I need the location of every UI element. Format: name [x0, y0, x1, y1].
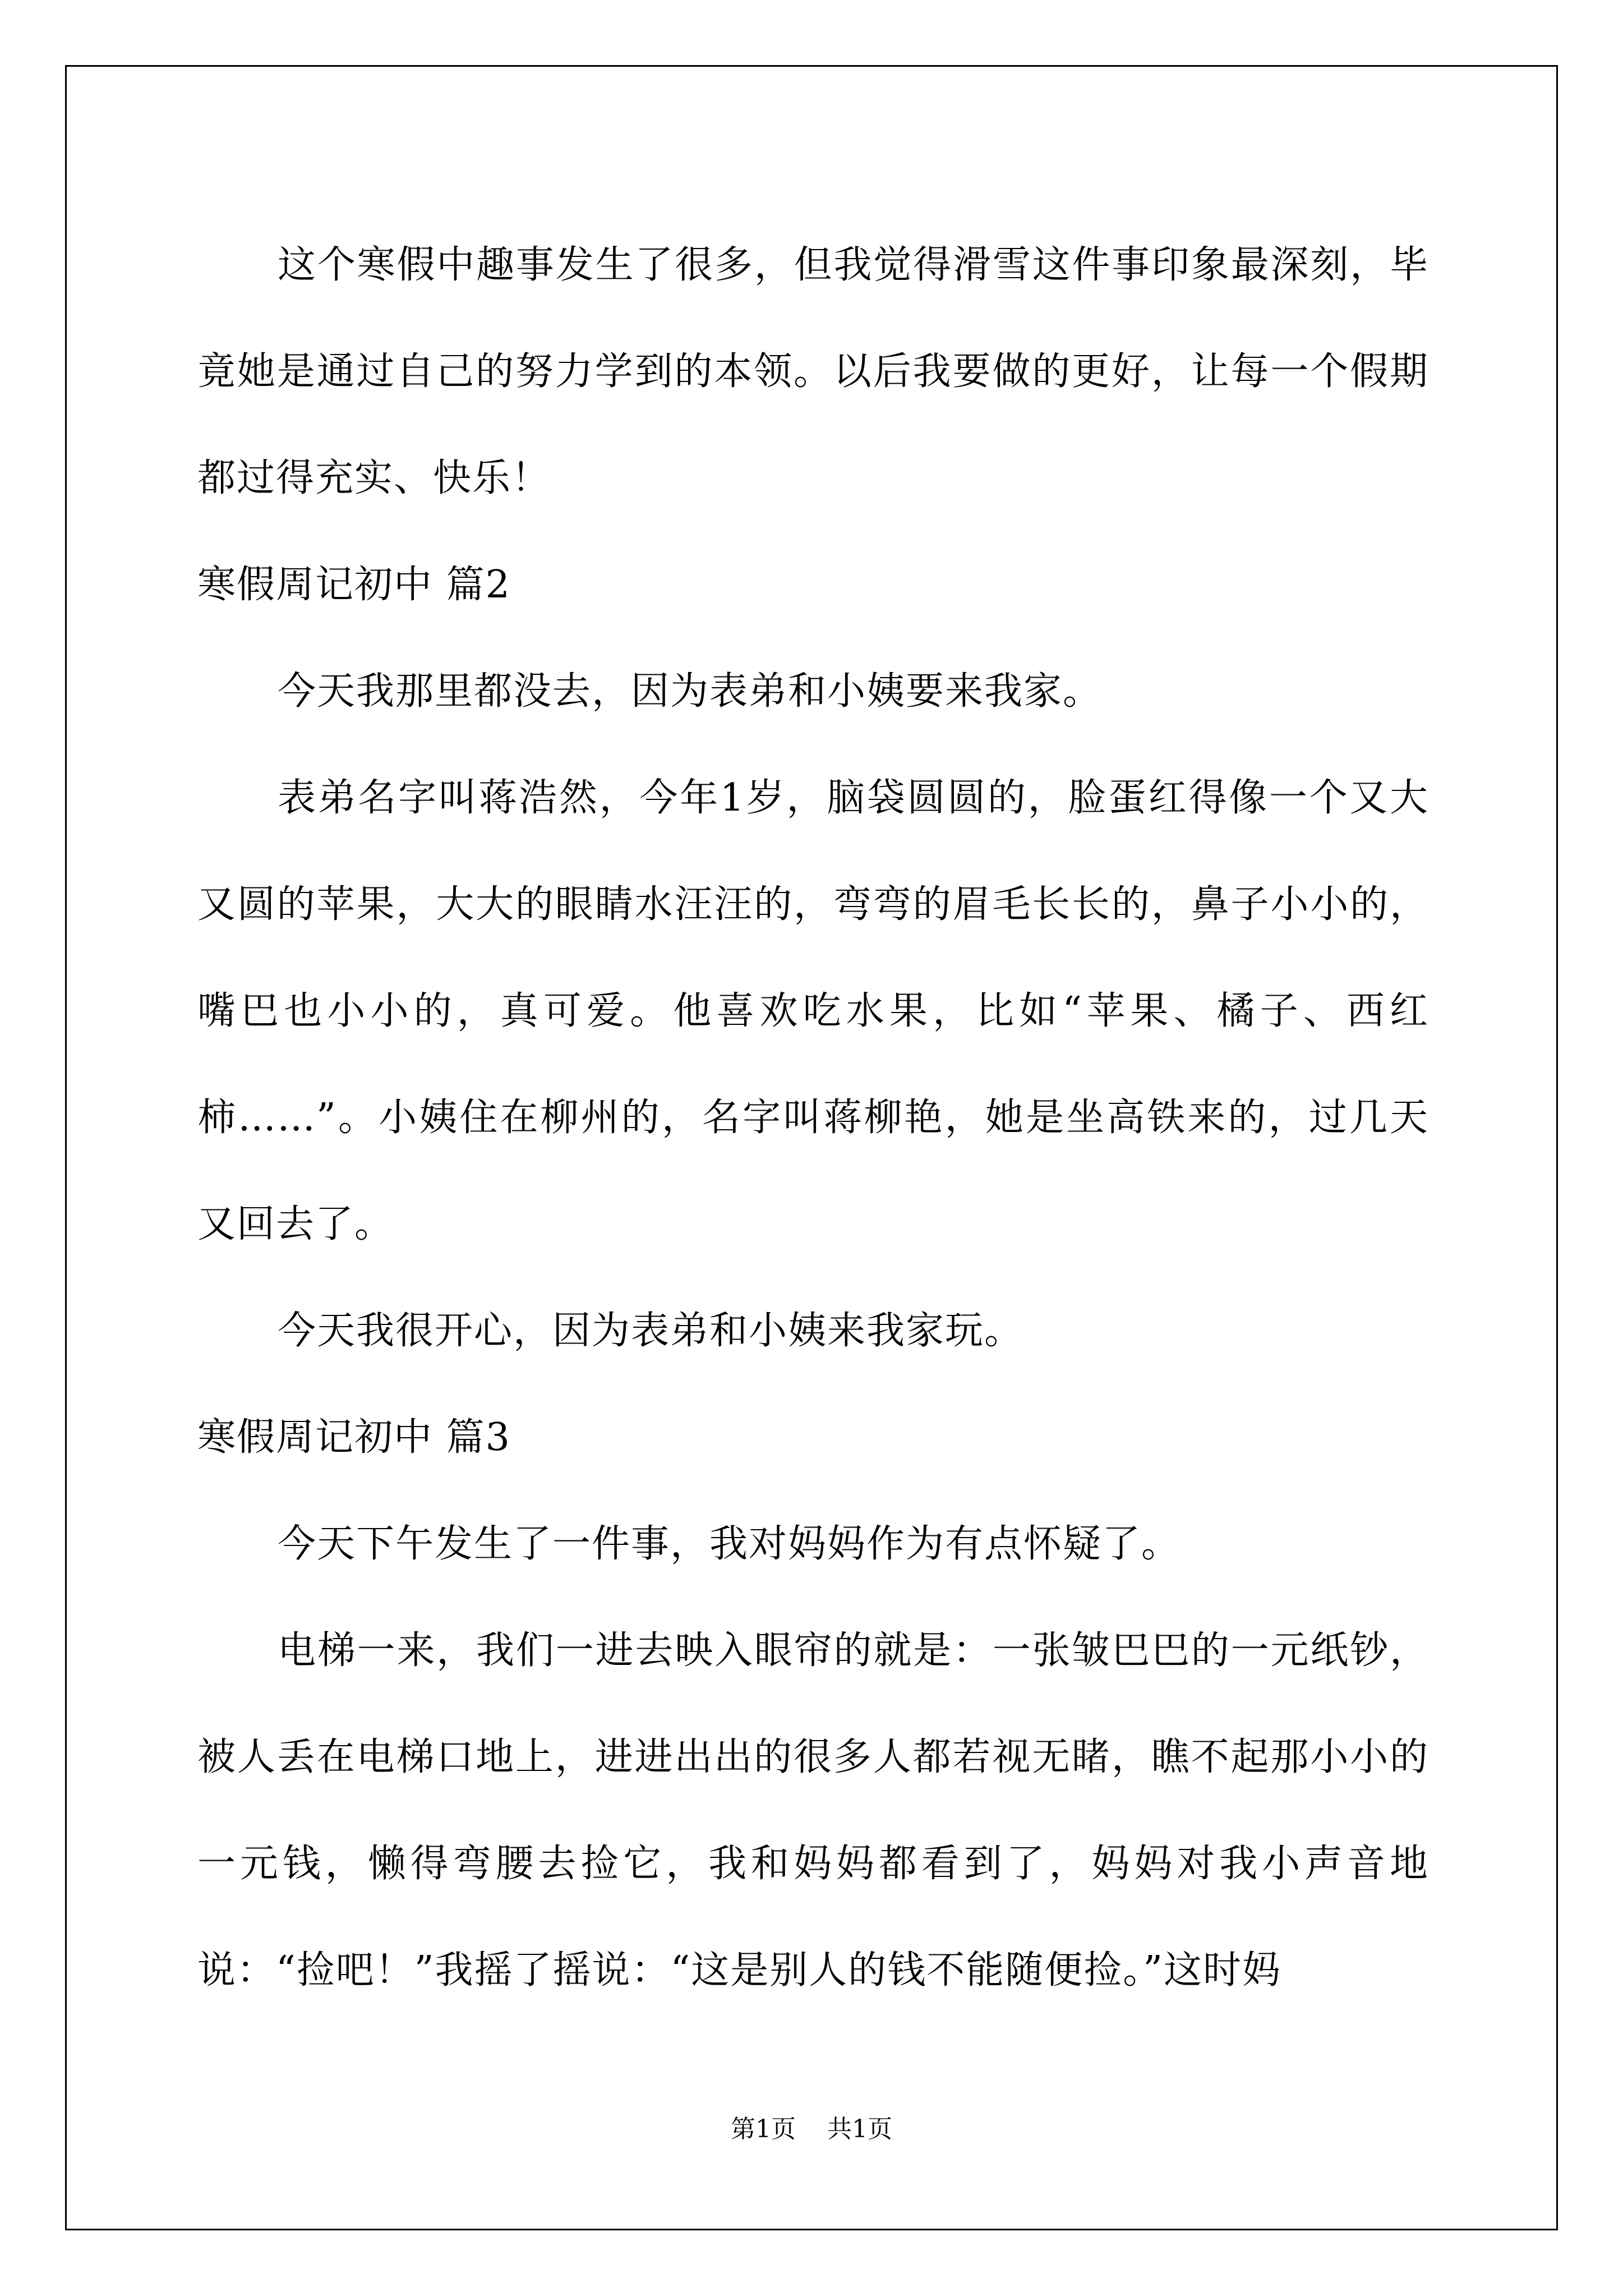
paragraph: 今天我很开心，因为表弟和小姨来我家玩。	[278, 1309, 1024, 1353]
page-number: 第1页	[731, 2115, 796, 2143]
paragraph: 电梯一来，我们一进去映入眼帘的就是：一张皱巴巴的一元纸钞，被人丢在电梯口地上，进进出出的很多人都若视无睹，瞧不起那小小的一元钱，懒得弯腰去捡它，我和妈妈都看到了，妈妈对我小声音地说：“捡吧！”我摇了摇说：“这是别人的钱不能随便捡。”这时妈	[197, 1628, 1429, 1993]
paragraph-ending: 这个寒假中趣事发生了很多，但我觉得滑雪这件事印象最深刻，毕竟她是通过自己的努力学到的本领。以后我要做的更好，让每一个假期都过得充实、快乐！	[197, 243, 1429, 500]
paragraph: 今天下午发生了一件事，我对妈妈作为有点怀疑了。	[278, 1522, 1181, 1566]
page-footer	[0, 2113, 1623, 2146]
paragraph: 今天我那里都没去，因为表弟和小姨要来我家。	[278, 669, 1103, 714]
document-body	[197, 212, 1429, 2024]
section-heading-3: 寒假周记初中 篇3	[197, 1415, 511, 1460]
paragraph: 表弟名字叫蒋浩然，今年1岁，脑袋圆圆的，脸蛋红得像一个又大又圆的苹果，大大的眼睛水汪汪的，弯弯的眉毛长长的，鼻子小小的，嘴巴也小小的，真可爱。他喜欢吃水果，比如“苹果、橘子、西红柿……”。小姨住在柳州的，名字叫蒋柳艳，她是坐高铁来的，过几天又回去了。	[197, 776, 1429, 1246]
section-heading-2: 寒假周记初中 篇2	[197, 563, 511, 607]
page-total: 共1页	[827, 2115, 892, 2143]
